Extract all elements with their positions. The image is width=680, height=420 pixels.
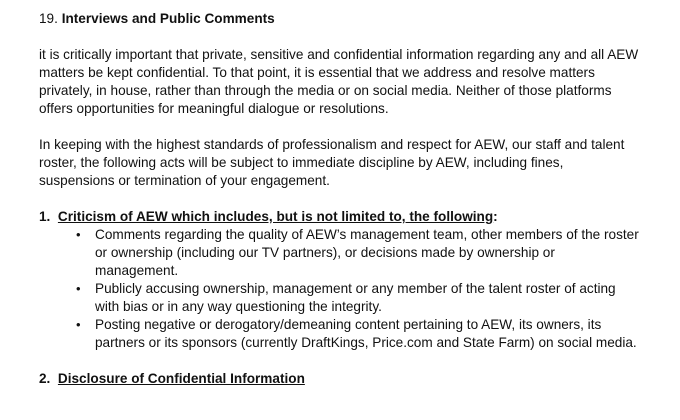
- list-item: [76, 226, 640, 280]
- bullet-icon: •: [76, 317, 81, 332]
- numbered-item-disclosure: [39, 370, 640, 388]
- discipline-paragraph: In keeping with the highest standards of professionalism and respect for AEW, our staff and talent roster, the following acts will be subject to immediate discipline by AEW, including fines, suspensions or termination of your engagement.: [39, 137, 625, 188]
- intro-paragraph: it is critically important that private, sensitive and confidential information regarding any and all AEW matters be kept confidential. To that point, it is essential that we address and resolve matters privately, in house, rather than through the media or on social media. Neither of those platforms offers opportunities for meaningful dialogue or resolutions.: [39, 47, 639, 116]
- section-title: Interviews and Public Comments: [61, 11, 275, 26]
- section-number: 19.: [39, 11, 58, 26]
- item-title: Criticism of AEW which includes, but is not limited to, the following: [57, 209, 494, 224]
- list-item-text: Publicly accusing ownership, management or any member of the talent roster of acting with bias or in any way questioning the integrity.: [95, 281, 616, 314]
- item-suffix: :: [493, 209, 498, 224]
- criticism-bullet-list: [39, 226, 640, 352]
- item-number: 1.: [39, 209, 51, 224]
- list-item-text: Comments regarding the quality of AEW’s management team, other members of the roster or ownership (including our TV partners), or decisions made by ownership or management.: [95, 227, 639, 278]
- bullet-icon: •: [76, 281, 81, 296]
- list-item-text: Posting negative or derogatory/demeaning content pertaining to AEW, its owners, its partners or its sponsors (currently DraftKings, Price.com and State Farm) on social media.: [95, 317, 637, 350]
- list-item: [76, 280, 640, 316]
- section-heading: [39, 10, 640, 28]
- numbered-item-criticism: [39, 208, 640, 226]
- list-item: [76, 316, 640, 352]
- bullet-icon: •: [76, 227, 81, 242]
- item-number: 2.: [39, 371, 51, 386]
- item-title: Disclosure of Confidential Information: [57, 371, 305, 386]
